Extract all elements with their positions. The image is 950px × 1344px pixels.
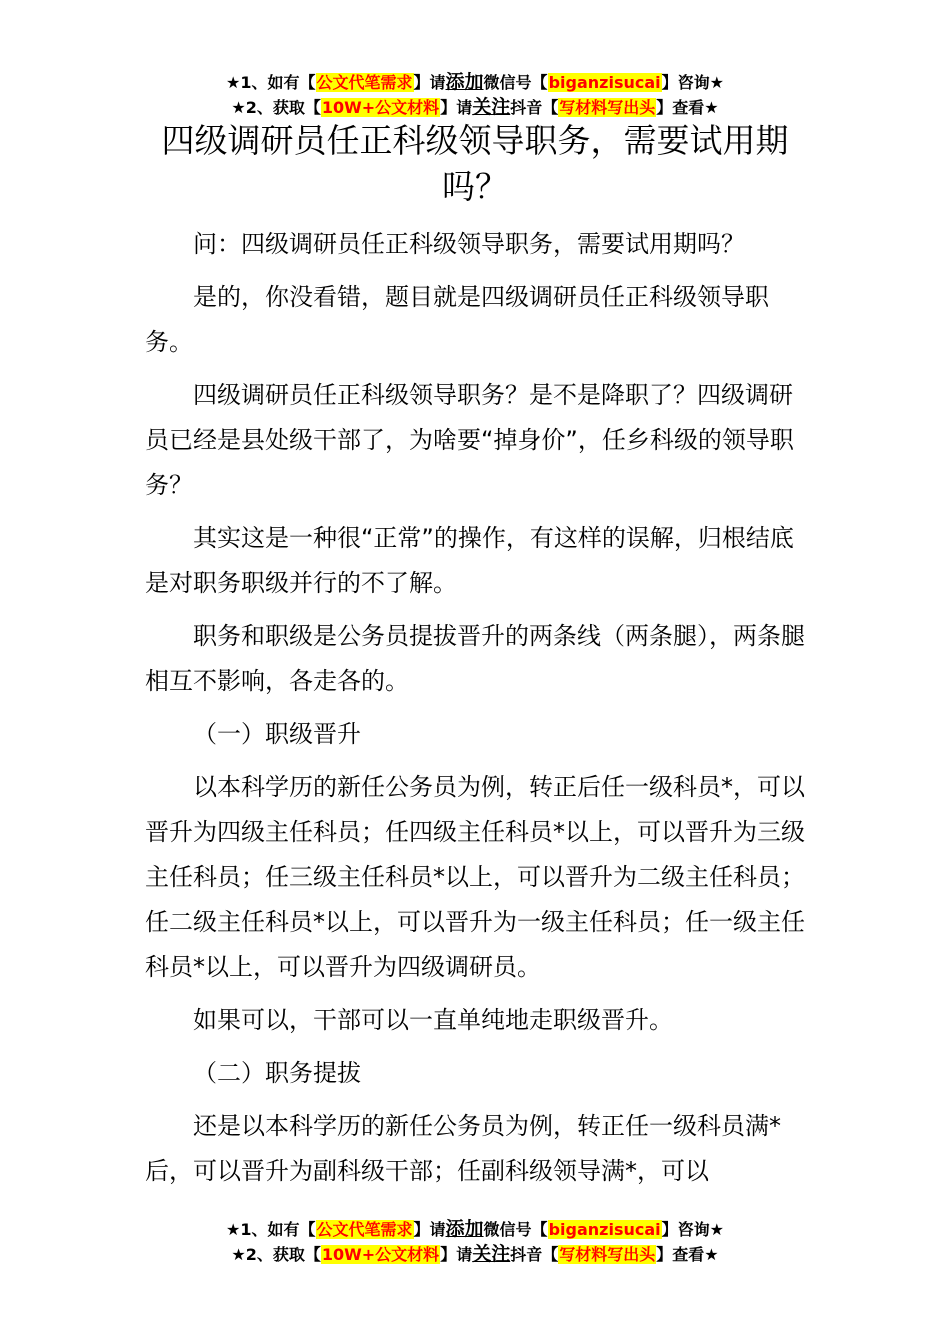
paragraph: 以本科学历的新任公务员为例，转正后任一级科员*，可以晋升为四级主任科员；任四级主任科员*以上，可以晋升为三级主任科员；任三级主任科员*以上，可以晋升为二级主任科员；任二级主任科员*以上，可以晋升为一级主任科员；任一级主任科员*以上，可以晋升为四级调研员。 — [145, 773, 805, 981]
banner-line-1 — [0, 70, 950, 95]
banner-text: ★1、如有【 — [226, 73, 316, 92]
paragraph: 四级调研员任正科级领导职务？是不是降职了？四级调研员已经是县处级干部了，为啥要“掉身价”，任乡科级的领导职务？ — [145, 381, 794, 499]
banner-text: ★2、获取【 — [231, 1245, 321, 1264]
highlight-douyin: 写材料写出头 — [559, 1245, 656, 1264]
banner-text: 微信号【 — [483, 73, 548, 92]
banner-line-1 — [0, 1217, 950, 1242]
section-heading: （二）职务提拔 — [193, 1059, 361, 1087]
highlight-service: 公文代笔需求 — [316, 73, 413, 92]
banner-text: 微信号【 — [483, 1220, 548, 1239]
banner-text: 】请 — [413, 73, 446, 92]
banner-underlined: 关注 — [472, 96, 511, 118]
banner-text: ★2、获取【 — [231, 98, 321, 117]
banner-line-2 — [0, 95, 950, 120]
banner-underlined: 关注 — [472, 1243, 511, 1265]
banner-text: 】查看★ — [656, 1245, 719, 1264]
highlight-materials: 10W+公文材料 — [321, 1245, 440, 1264]
banner-text: 抖音【 — [510, 98, 559, 117]
banner-underlined: 添加 — [445, 1218, 484, 1240]
banner-text: 】查看★ — [656, 98, 719, 117]
banner-text: 】请 — [413, 1220, 446, 1239]
paragraph: 其实这是一种很“正常”的操作，有这样的误解，归根结底是对职务职级并行的不了解。 — [145, 524, 794, 597]
banner-text: 抖音【 — [510, 1245, 559, 1264]
document-body — [145, 222, 810, 1202]
banner-text: 】请 — [440, 98, 473, 117]
paragraph: 还是以本科学历的新任公务员为例，转正任一级科员满*后，可以晋升为副科级干部；任副科级领导满*，可以 — [145, 1112, 781, 1185]
highlight-service: 公文代笔需求 — [316, 1220, 413, 1239]
banner-text: ★1、如有【 — [226, 1220, 316, 1239]
banner-line-2 — [0, 1242, 950, 1267]
banner-underlined: 添加 — [445, 71, 484, 93]
banner-text: 】咨询★ — [661, 73, 724, 92]
paragraph: 职务和职级是公务员提拔晋升的两条线（两条腿），两条腿相互不影响，各走各的。 — [145, 622, 805, 695]
highlight-douyin: 写材料写出头 — [559, 98, 656, 117]
header-banner — [0, 70, 950, 120]
document-title: 四级调研员任正科级领导职务，需要试用期吗？ — [161, 121, 789, 206]
section-heading: （一）职级晋升 — [193, 720, 361, 748]
highlight-wechat-id: biganzisucai — [548, 73, 661, 92]
paragraph: 问：四级调研员任正科级领导职务，需要试用期吗？ — [193, 230, 745, 258]
highlight-wechat-id: biganzisucai — [548, 1220, 661, 1239]
paragraph: 如果可以，干部可以一直单纯地走职级晋升。 — [193, 1006, 673, 1034]
highlight-materials: 10W+公文材料 — [321, 98, 440, 117]
banner-text: 】咨询★ — [661, 1220, 724, 1239]
paragraph: 是的，你没看错，题目就是四级调研员任正科级领导职务。 — [145, 283, 769, 356]
banner-text: 】请 — [440, 1245, 473, 1264]
footer-banner — [0, 1217, 950, 1267]
